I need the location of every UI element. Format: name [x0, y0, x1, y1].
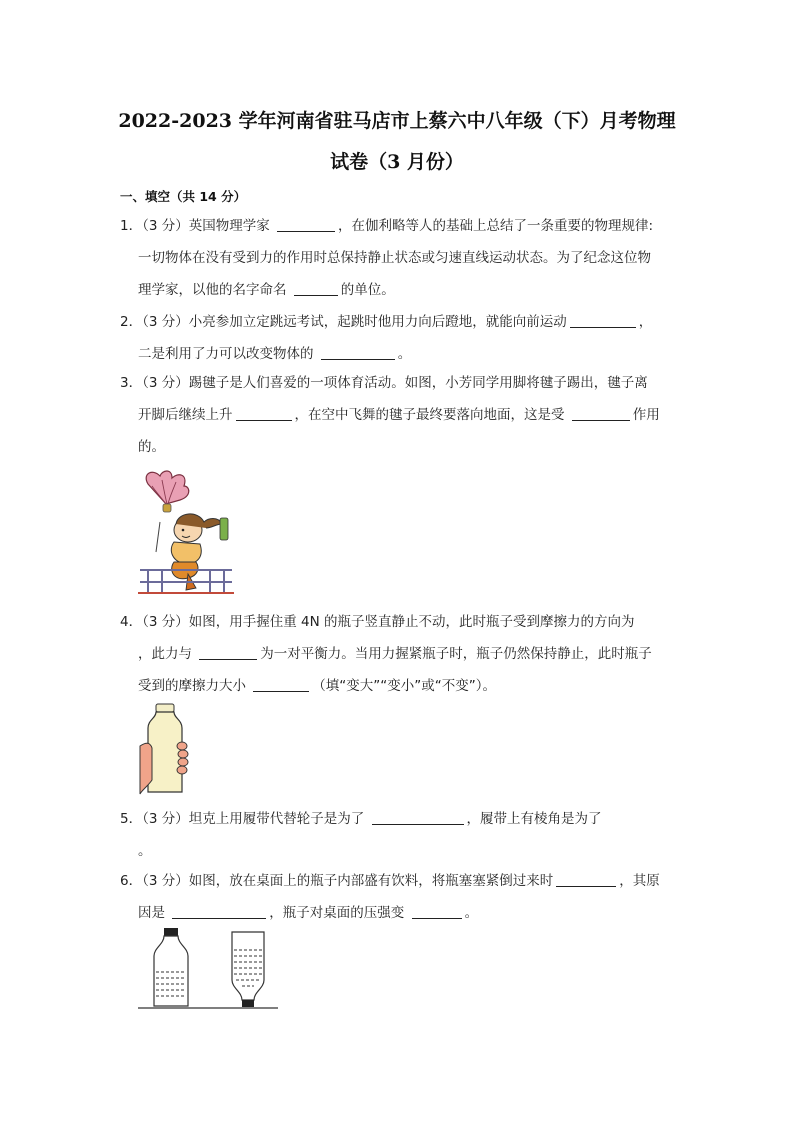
question-score: （3 分）: [142, 218, 189, 234]
answer-blank[interactable]: [199, 645, 257, 660]
upright-bottle-icon: [154, 928, 188, 1006]
question-score: （3 分）: [142, 375, 189, 391]
answer-blank[interactable]: [236, 406, 292, 421]
question-1: 1．（3 分）英国物理学家 ，在伽利略等人的基础上总结了一条重要的物理规律: 一切物体在没有受到力的作用时总保持静止状态或匀速直线运动状态。为了纪念这位物 理学家，以他的名字命名 的单位。: [120, 218, 654, 298]
question-number: 3．: [120, 375, 143, 391]
question-score: （3 分）: [142, 811, 189, 827]
question-2: 2．（3 分）小亮参加立定跳远考试，起跳时他用力向后蹬地，就能向前运动 ， 二是利用了力可以改变物体的 。: [120, 314, 653, 362]
question-3: 3．（3 分）踢毽子是人们喜爱的一项体育活动。如图，小芳同学用脚将毽子踢出，毽子离 开脚后继续上升 ，在空中飞舞的毽子最终要落向地面，这是受 作用 的。: [120, 375, 660, 455]
bottles-figure: [136, 926, 280, 1012]
bottle-in-hand-figure: [138, 702, 192, 796]
answer-blank[interactable]: [321, 345, 395, 360]
question-5: 5．（3 分）坦克上用履带代替轮子是为了 ，履带上有棱角是为了 。: [120, 811, 602, 859]
answer-blank[interactable]: [277, 217, 335, 232]
question-score: （3 分）: [142, 614, 189, 630]
answer-blank[interactable]: [372, 810, 464, 825]
question-number: 4．: [120, 614, 143, 630]
answer-blank[interactable]: [253, 677, 309, 692]
shuttlecock-kicking-figure: [138, 466, 234, 596]
question-score: （3 分）: [142, 873, 189, 889]
question-score: （3 分）: [142, 314, 189, 330]
answer-blank[interactable]: [294, 281, 338, 296]
answer-blank[interactable]: [570, 313, 636, 328]
question-number: 5．: [120, 811, 143, 827]
answer-blank[interactable]: [412, 904, 462, 919]
question-number: 2．: [120, 314, 143, 330]
girl-illustration: [156, 514, 228, 590]
exam-title-line-1: 2022-2023 学年河南省驻马店市上蔡六中八年级（下）月考物理: [118, 110, 676, 132]
question-4: 4．（3 分）如图，用手握住重 4N 的瓶子竖直静止不动，此时瓶子受到摩擦力的方向为 ，此力与 为一对平衡力。当用力握紧瓶子时，瓶子仍然保持静止，此时瓶子 受到的摩擦力大小 （填“变大”“变小”或“不变”）。: [120, 614, 652, 694]
bottle-icon: [148, 704, 182, 792]
shuttlecock-icon: [146, 471, 189, 512]
question-number: 1．: [120, 218, 143, 234]
answer-blank[interactable]: [556, 872, 616, 887]
answer-blank[interactable]: [572, 406, 630, 421]
inverted-bottle-icon: [232, 932, 264, 1007]
answer-blank[interactable]: [172, 904, 266, 919]
question-6: 6．（3 分）如图，放在桌面上的瓶子内部盛有饮料，将瓶塞塞紧倒过来时 ，其原 因是 ，瓶子对桌面的压强变 。: [120, 873, 660, 921]
exam-title-line-2: 试卷（3 月份）: [330, 151, 464, 173]
section-heading: 一、填空（共 14 分）: [120, 189, 247, 204]
question-number: 6．: [120, 873, 143, 889]
